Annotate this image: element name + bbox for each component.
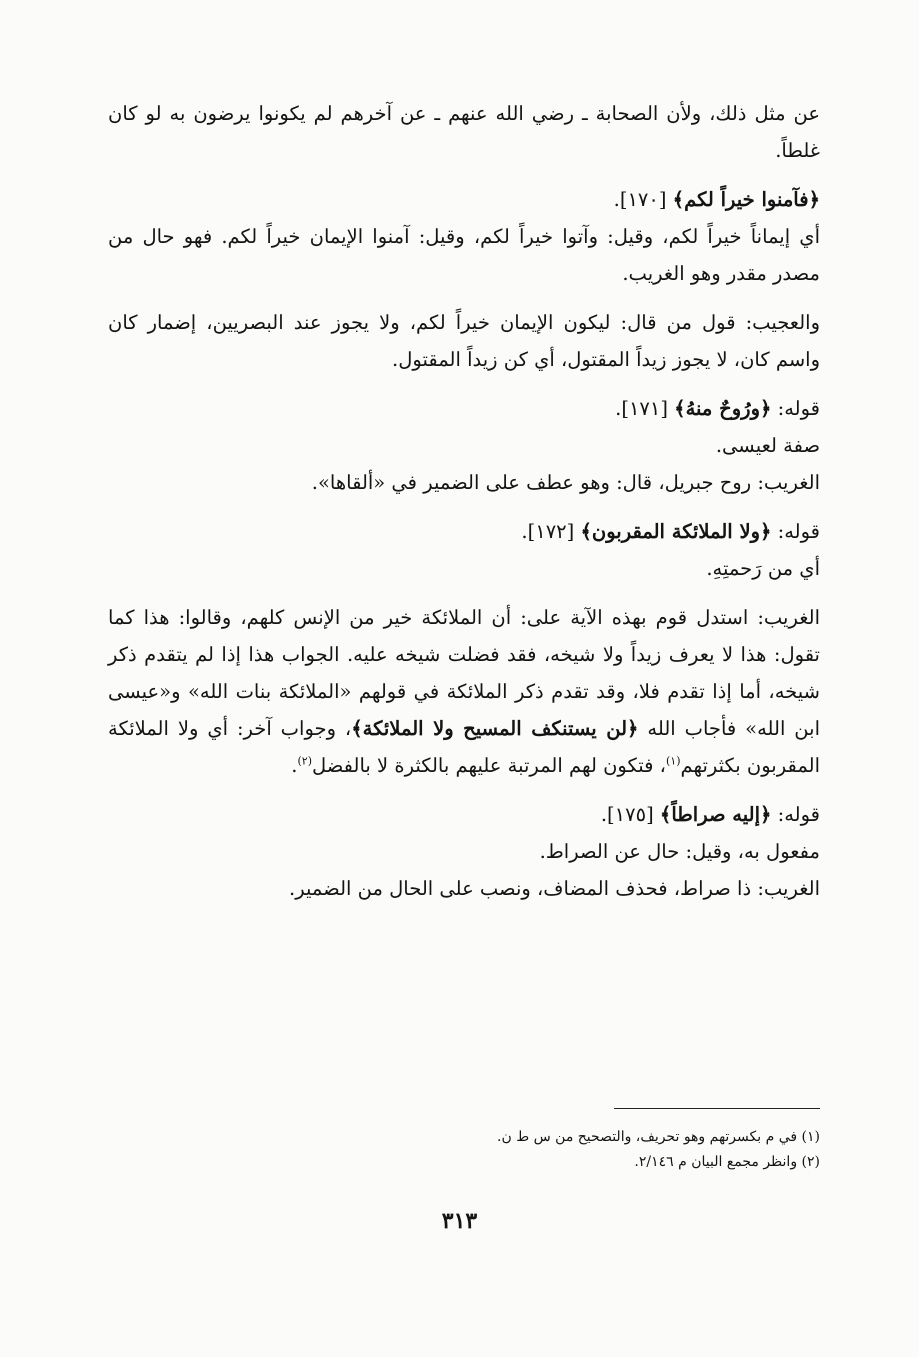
paragraph-10-after2: ، فتكون لهم المرتبة عليهم بالكثرة لا بالفضل xyxy=(311,754,666,777)
footnote-ref-2[interactable]: (٢) xyxy=(297,754,312,768)
quran-quote: ﴿إليه صراطاً﴾ xyxy=(659,803,772,826)
footnote-divider xyxy=(614,1108,820,1109)
paragraph-4: والعجيب: قول من قال: ليكون الإيمان خيراً لكم، ولا يجوز عند البصريين، إضمار كان واسم كان، لا يجوز زيداً المقتول، أي كن زيداً المقتول. xyxy=(108,311,820,371)
paragraph-10 xyxy=(108,599,820,784)
main-text xyxy=(108,95,820,907)
paragraph-10-end: . xyxy=(291,754,298,777)
verse-175 xyxy=(108,796,820,833)
paragraph-13: الغريب: ذا صراط، فحذف المضاف، ونصب على الحال من الضمير. xyxy=(289,877,820,900)
verse-number: [١٧١]. xyxy=(615,397,675,420)
verse-number: [١٧٢]. xyxy=(521,520,581,543)
verse-170 xyxy=(108,181,820,218)
verse-171 xyxy=(108,390,820,427)
quran-quote: ﴿ولا الملائكة المقربون﴾ xyxy=(580,520,772,543)
paragraph-10-after: ، وجواب آخر: أي ولا الملائكة المقربون بكثرتهم xyxy=(108,717,820,777)
verse-172 xyxy=(108,513,820,550)
paragraph-9: أي من رَحمتِهِ. xyxy=(706,557,820,580)
paragraph-7: الغريب: روح جبريل، قال: وهو عطف على الضمير في «ألقاها». xyxy=(311,471,820,494)
paragraph-6: صفة لعيسى. xyxy=(715,434,820,457)
verse-number: [١٧٠]. xyxy=(613,188,673,211)
verse-prefix: قوله: xyxy=(771,397,820,420)
paragraph-1: عن مثل ذلك، ولأن الصحابة ـ رضي الله عنهم ـ عن آخرهم لم يكونوا يرضون به لو كان غلطاً. xyxy=(108,102,820,162)
footnote-ref-1[interactable]: (١) xyxy=(665,754,681,768)
verse-number: [١٧٥]. xyxy=(600,803,660,826)
paragraph-12: مفعول به، وقيل: حال عن الصراط. xyxy=(539,840,820,863)
verse-prefix: قوله: xyxy=(771,803,820,826)
paragraph-3: أي إيماناً خيراً لكم، وقيل: وآتوا خيراً لكم، وقيل: آمنوا الإيمان خيراً لكم. فهو حال من مصدر مقدر وهو الغريب. xyxy=(108,225,820,285)
quran-quote: ﴿ورُوحٌ منهُ﴾ xyxy=(674,397,772,420)
page-number: ٣١٣ xyxy=(441,1208,478,1234)
footnote-1: (١) في م بكسرتهم وهو تحريف، والتصحيح من س ط ن. xyxy=(497,1129,820,1145)
footnotes xyxy=(108,1108,820,1175)
verse-prefix: قوله: xyxy=(771,520,820,543)
quran-quote: ﴿لن يستنكف المسيح ولا الملائكة﴾ xyxy=(351,717,639,740)
paragraph-10-text: الغريب: استدل قوم بهذه الآية على: أن الملائكة خير من الإنس كلهم، وقالوا: هذا كما تقول: هذا لا يعرف زيداً ولا شيخه، فقد فضلت شيخه عليه. الجواب هذا إذا لم يتقدم ذكر شيخه، أما إذا تقدم فلا، وقد تقدم ذكر الملائكة في قولهم «الملائكة بنات الله» و«عيسى ابن الله» فأجاب الله xyxy=(108,606,820,740)
footnote-2: (٢) وانظر مجمع البيان م ٢/١٤٦. xyxy=(634,1154,820,1170)
quran-quote: ﴿فآمنوا خيراً لكم﴾ xyxy=(672,188,820,211)
